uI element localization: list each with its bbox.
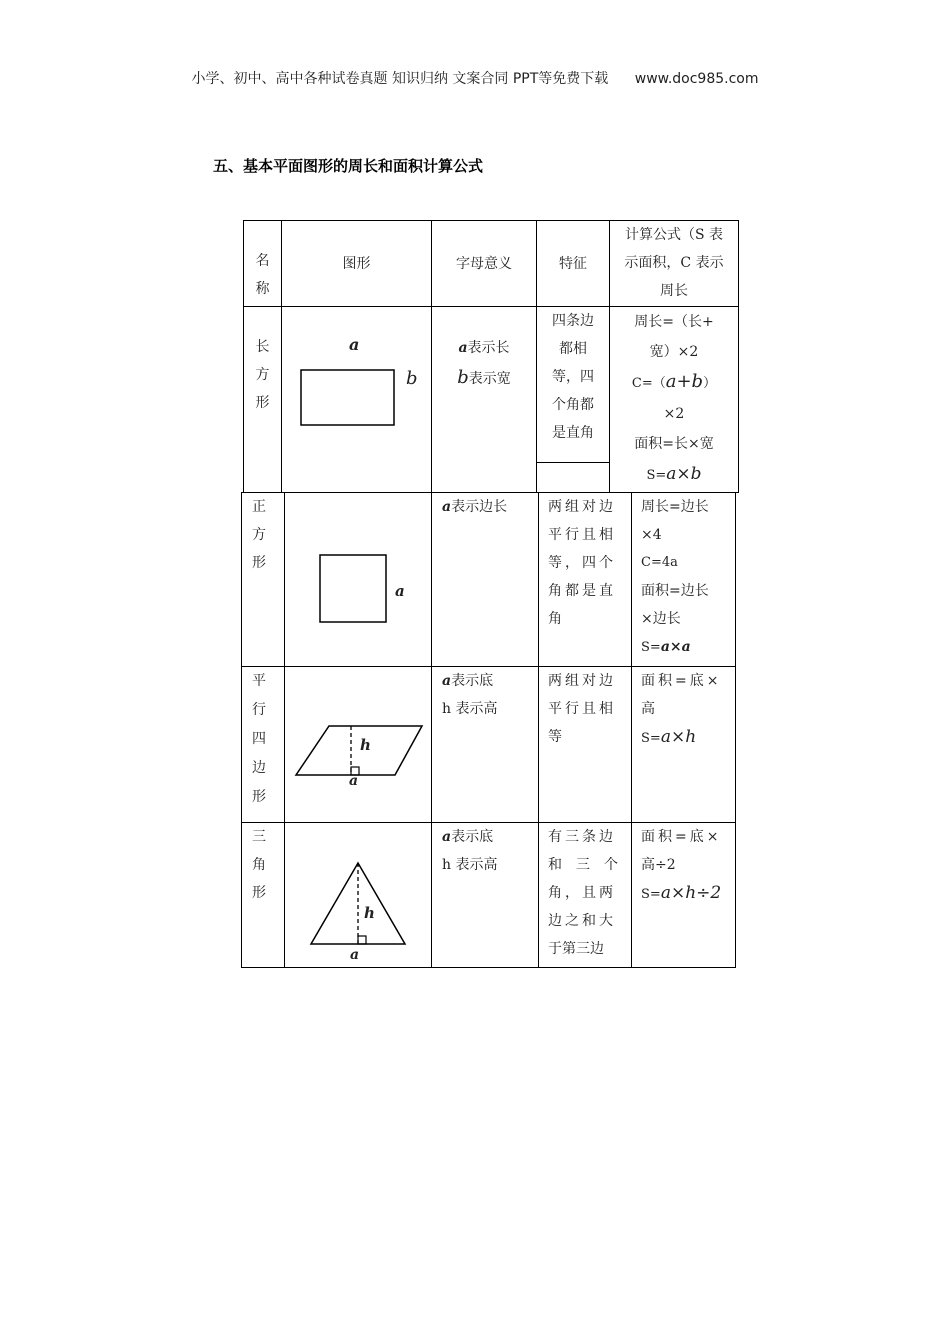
square-feature-4: 角都是直 [548, 583, 616, 599]
square-formula-6-pre: S= [641, 640, 661, 655]
para-name-2: 行 [252, 702, 266, 718]
rect-formula-3 [610, 367, 738, 399]
square-formula-6 [641, 633, 735, 662]
header-meaning-cell [431, 220, 537, 307]
rect-feature-2: 都相 [559, 341, 587, 357]
para-formula-3 [641, 723, 735, 753]
tri-formula-1: 面积=底× [641, 829, 722, 845]
rect-label-b: b [406, 368, 418, 389]
para-feature-1: 两组对边 [548, 673, 616, 689]
para-name-1: 平 [252, 673, 266, 689]
square-feature-3: 等，四个 [548, 555, 616, 571]
rect-formula-6-expr: a×b [666, 464, 702, 484]
square-formula-3: C=4a [641, 555, 678, 570]
header-formula-1: 计算公式（S 表 [624, 227, 724, 243]
para-name-cell [241, 666, 285, 823]
tri-figure-cell [284, 822, 432, 968]
header-figure-cell [281, 220, 432, 307]
rect-meaning-line-2 [432, 363, 536, 394]
square-feature-cell [538, 492, 632, 667]
square-formula-2: ×4 [641, 527, 662, 543]
tri-formula-cell [631, 822, 736, 968]
rect-formula-2: 宽）×2 [649, 344, 699, 360]
tri-name-1: 三 [252, 829, 266, 845]
tri-formula-3-pre: S= [641, 887, 661, 902]
para-formula-3-expr: a×h [660, 727, 697, 747]
rect-formula-5: 面积=长×宽 [634, 436, 714, 452]
rect-name-3: 形 [255, 395, 270, 411]
square-meaning-sym: a [442, 499, 452, 515]
rect-label-a: a [349, 335, 360, 354]
tri-meaning-a: 表示底 [451, 829, 494, 845]
rect-formula-3-pre: C=（ [631, 376, 666, 391]
tri-meaning-cell [431, 822, 539, 968]
tri-right-angle [358, 936, 366, 944]
rect-formula-cell [609, 306, 739, 493]
para-feature-3: 等 [548, 729, 562, 745]
rect-formula-3-post: ） [703, 376, 717, 391]
parallelogram-figure [285, 667, 433, 824]
square-formula-6-expr: a×a [660, 639, 691, 655]
square-label-a: a [395, 582, 405, 600]
tri-meaning-h: h 表示高 [442, 857, 498, 873]
square-feature-1: 两组对边 [548, 499, 616, 515]
tri-label-a: a [350, 947, 360, 963]
rect-feature-1: 四条边 [552, 313, 594, 329]
para-formula-2: 高 [641, 701, 655, 717]
square-name-3: 形 [252, 555, 266, 571]
tri-name-2: 角 [252, 857, 266, 873]
header-formula-3: 周长 [660, 283, 688, 299]
square-name-2: 方 [252, 527, 266, 543]
rect-figure-cell [281, 306, 432, 493]
square-shape [320, 555, 386, 622]
square-feature-2: 平行且相 [548, 527, 616, 543]
square-figure-cell [284, 492, 432, 667]
tri-name-cell [241, 822, 285, 968]
square-formula-5: ×边长 [641, 611, 681, 627]
square-formula-cell [631, 492, 736, 667]
rect-formula-4: ×2 [663, 406, 685, 422]
square-formula-1: 周长=边长 [641, 499, 709, 515]
header-site[interactable]: www.doc985.com [634, 71, 759, 87]
rect-meaning-line-1 [432, 333, 536, 363]
square-name-cell [241, 492, 285, 667]
triangle-shape [311, 863, 405, 944]
para-meaning-line-1 [442, 667, 538, 695]
square-feature-5: 角 [548, 611, 562, 627]
square-meaning-cell [431, 492, 539, 667]
para-meaning-cell [431, 666, 539, 823]
rect-meaning-a-sym: a [458, 340, 468, 356]
square-meaning-line [442, 493, 538, 521]
header-feature: 特征 [559, 255, 587, 272]
rect-formula-6-pre: S= [646, 468, 667, 483]
square-figure [285, 493, 433, 668]
header-figure: 图形 [342, 255, 371, 272]
square-name-1: 正 [252, 499, 266, 515]
rect-name-1: 长 [255, 339, 270, 355]
rect-formula-3-expr: a+b [665, 371, 704, 392]
para-formula-1: 面积=底× [641, 673, 722, 689]
square-formula-4: 面积=边长 [641, 583, 709, 599]
para-feature-2: 平行且相 [548, 701, 616, 717]
header-meaning: 字母意义 [456, 255, 512, 272]
rect-feature-3: 等，四 [552, 369, 594, 385]
tri-formula-2: 高÷2 [641, 857, 676, 873]
header-name-2: 称 [255, 281, 270, 297]
para-name-5: 形 [252, 789, 266, 805]
para-label-a: a [349, 773, 359, 789]
rectangle-shape [301, 370, 394, 425]
header-formula-2: 示面积，C 表示 [624, 255, 724, 271]
tri-meaning-sym: a [442, 829, 452, 845]
rect-meaning-b: 表示宽 [468, 371, 511, 387]
header-formula-cell [609, 220, 739, 307]
rect-name-cell [243, 306, 282, 493]
rect-feature-4: 个角都 [552, 397, 594, 413]
header-name-cell [243, 220, 282, 307]
tri-feature-1: 有三条边 [548, 829, 616, 845]
para-meaning-sym: a [442, 673, 452, 689]
rect-formula-1: 周长=（长+ [634, 314, 714, 330]
para-name-3: 四 [252, 731, 266, 747]
rect-feature-bottom [536, 462, 610, 493]
tri-feature-cell [538, 822, 632, 968]
rect-meaning-cell [431, 306, 537, 493]
square-meaning: 表示边长 [451, 499, 508, 515]
header-feature-cell [536, 220, 610, 307]
tri-feature-5: 于第三边 [548, 941, 604, 957]
page-header [0, 68, 950, 88]
para-formula-cell [631, 666, 736, 823]
tri-formula-3 [641, 879, 735, 909]
rect-feature-cell [536, 306, 610, 463]
rect-meaning-b-sym: b [457, 367, 469, 388]
header-name-1: 名 [255, 253, 270, 269]
tri-feature-4: 边之和大 [548, 913, 616, 929]
para-formula-3-pre: S= [641, 731, 661, 746]
tri-name-3: 形 [252, 885, 266, 901]
section-title: 五、基本平面图形的周长和面积计算公式 [213, 157, 484, 175]
rect-name-2: 方 [255, 367, 270, 383]
tri-feature-3: 角，且两 [548, 885, 616, 901]
rect-feature-5: 是直角 [552, 425, 594, 441]
rect-formula-6 [610, 459, 738, 491]
rect-meaning-a: 表示长 [467, 340, 510, 356]
para-meaning-a: 表示底 [451, 673, 494, 689]
para-name-4: 边 [252, 760, 266, 776]
tri-label-h: h [364, 904, 375, 922]
para-meaning-h: h 表示高 [442, 701, 498, 717]
para-figure-cell [284, 666, 432, 823]
para-label-h: h [360, 736, 371, 754]
tri-meaning-line-1 [442, 823, 538, 851]
header-text: 小学、初中、高中各种试卷真题 知识归纳 文案合同 PPT等免费下载 [191, 71, 609, 87]
tri-feature-2: 和 三 个 [548, 857, 618, 873]
para-feature-cell [538, 666, 632, 823]
tri-formula-3-expr: a×h÷2 [660, 883, 722, 903]
